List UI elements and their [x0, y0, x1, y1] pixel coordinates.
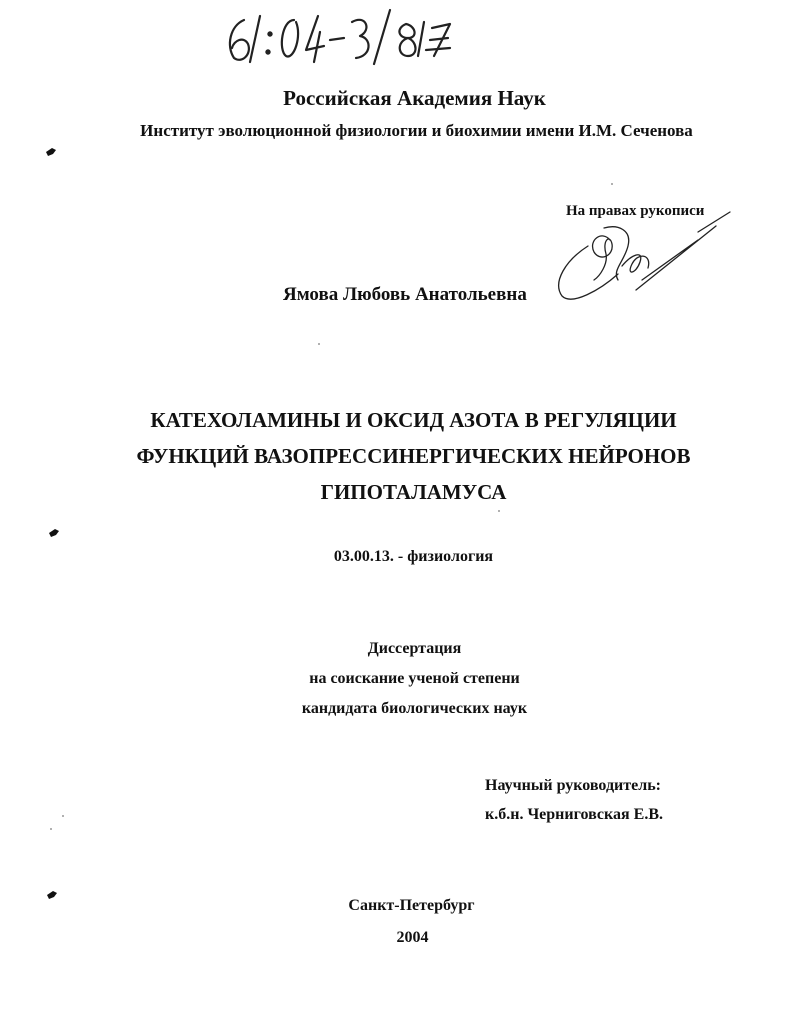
title-line: ГИПОТАЛАМУСА	[320, 480, 507, 504]
title-line: ФУНКЦИЙ ВАЗОПРЕССИНЕРГИЧЕСКИХ НЕЙРОНОВ	[136, 444, 691, 468]
dissertation-degree-block	[15, 634, 799, 724]
scan-speck	[498, 510, 500, 512]
manuscript-rights-note: На правах рукописи	[566, 203, 705, 219]
dissertation-title	[14, 402, 799, 510]
degree-line: кандидата биологических наук	[301, 700, 528, 717]
scan-mark-icon	[45, 889, 59, 901]
scan-speck	[318, 343, 320, 345]
title-line: КАТЕХОЛАМИНЫ И ОКСИД АЗОТА В РЕГУЛЯЦИИ	[150, 408, 677, 432]
scan-speck	[50, 828, 52, 830]
scan-mark-icon	[47, 527, 61, 539]
institute-name: Институт эволюционной физиологии и биохимии имени И.М. Сеченова	[140, 121, 693, 140]
supervisor-label: Научный руководитель:	[485, 777, 661, 794]
scan-speck	[611, 183, 613, 185]
degree-line: Диссертация	[367, 640, 462, 657]
handwritten-archive-code	[222, 6, 452, 68]
scan-mark-icon	[44, 146, 58, 158]
author-signature	[548, 210, 738, 310]
academy-name: Российская Академия Наук	[283, 86, 546, 110]
specialty-code: 03.00.13. - физиология	[333, 548, 494, 565]
city: Санкт-Петербург	[348, 897, 475, 914]
year: 2004	[396, 929, 429, 946]
author-name: Ямова Любовь Анатольевна	[283, 284, 527, 305]
degree-line: на соискание ученой степени	[309, 670, 520, 687]
supervisor-name: к.б.н. Черниговская Е.В.	[485, 806, 663, 823]
scan-speck	[62, 815, 64, 817]
